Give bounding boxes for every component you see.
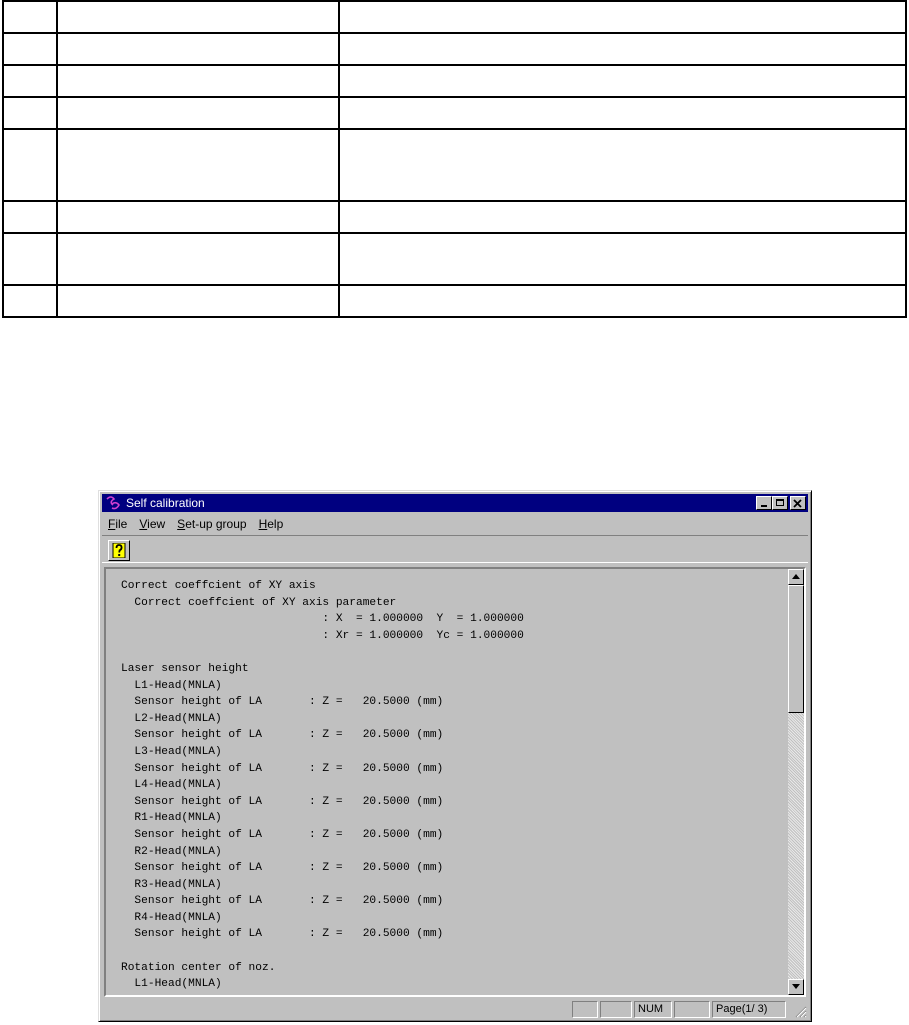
- self-calibration-window: [98, 490, 812, 1022]
- report-line: R3-Head(MNLA): [121, 878, 222, 891]
- status-panel-2: [600, 1001, 632, 1018]
- report-line: Correct coeffcient of XY axis: [121, 580, 316, 592]
- report-line: Correct coeffcient of XY axis parameter: [121, 596, 397, 609]
- report-line: Laser sensor height: [121, 662, 249, 675]
- report-line: R1-Head(MNLA): [121, 812, 222, 825]
- status-panel-4: [674, 1001, 710, 1018]
- report-line: Rotation center of noz.: [121, 961, 276, 974]
- report-view[interactable]: [104, 567, 806, 997]
- report-line: L1-Head(MNLA): [121, 978, 222, 991]
- menu-view[interactable]: View: [139, 516, 166, 531]
- report-line: Sensor height of LA : Z = 20.5000 (mm): [121, 729, 444, 742]
- menu-setup-group[interactable]: Set-up group: [177, 516, 247, 531]
- vertical-scrollbar[interactable]: [788, 569, 804, 995]
- report-line: Sensor height of LA : Z = 20.5000 (mm): [121, 696, 444, 709]
- report-line: L2-Head(MNLA): [121, 712, 222, 725]
- document-table: [2, 0, 907, 318]
- maximize-button[interactable]: [772, 496, 788, 510]
- help-icon: [112, 543, 126, 558]
- report-line: Sensor height of LA : Z = 20.5000 (mm): [121, 795, 444, 808]
- report-line: Sensor height of LA : Z = 20.5000 (mm): [121, 895, 444, 908]
- status-bar: [102, 999, 808, 1019]
- report-line: Sensor height of LA : Z = 20.5000 (mm): [121, 862, 444, 875]
- close-button[interactable]: [790, 496, 806, 510]
- app-icon: [105, 495, 121, 511]
- resize-grip-icon[interactable]: [795, 1006, 807, 1018]
- scroll-up-button[interactable]: [788, 569, 804, 585]
- report-line: R2-Head(MNLA): [121, 845, 222, 858]
- num-lock-indicator: NUM: [634, 1001, 672, 1018]
- report-line: L3-Head(MNLA): [121, 745, 222, 758]
- report-line: [121, 644, 781, 661]
- report-line: : X = 1.000000 Y = 1.000000: [121, 613, 524, 626]
- arrow-down-icon: [792, 984, 800, 989]
- toolbar: [102, 535, 808, 563]
- page-indicator: Page(1/ 3): [712, 1001, 786, 1018]
- report-line: Sensor height of LA : Z = 20.5000 (mm): [121, 828, 444, 841]
- report-line: L4-Head(MNLA): [121, 779, 222, 792]
- menu-bar: [102, 514, 808, 533]
- close-icon: [793, 499, 803, 508]
- help-button[interactable]: [108, 540, 130, 561]
- report-line: L1-Head(MNLA): [121, 679, 222, 692]
- arrow-up-icon: [792, 574, 800, 579]
- maximize-icon: [776, 499, 784, 506]
- status-panel-1: [572, 1001, 598, 1018]
- scroll-down-button[interactable]: [788, 979, 804, 995]
- menu-file[interactable]: File: [108, 516, 128, 531]
- minimize-button[interactable]: [756, 496, 772, 510]
- window-title: Self calibration: [126, 496, 205, 510]
- title-bar[interactable]: [102, 494, 808, 512]
- report-line: R4-Head(MNLA): [121, 911, 222, 924]
- menu-help[interactable]: Help: [258, 516, 284, 531]
- minimize-icon: [761, 505, 767, 507]
- report-text: [121, 578, 781, 993]
- report-line: [121, 943, 781, 960]
- report-line: : Xr = 1.000000 Yc = 1.000000: [121, 629, 524, 642]
- report-line: Sensor height of LA : Z = 20.5000 (mm): [121, 762, 444, 775]
- scroll-thumb[interactable]: [788, 585, 804, 713]
- report-line: Sensor height of LA : Z = 20.5000 (mm): [121, 928, 444, 941]
